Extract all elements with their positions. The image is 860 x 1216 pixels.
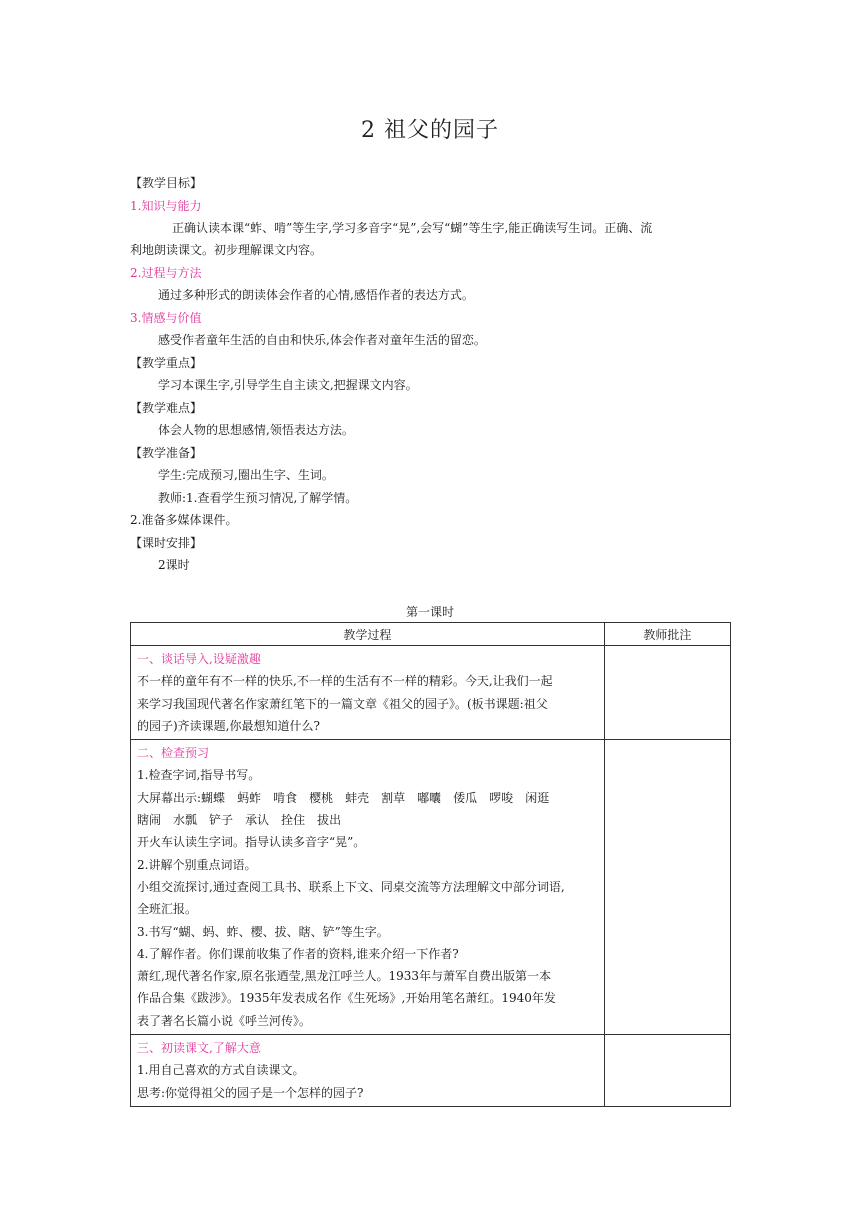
part2-heading: 二、检查预习 [137,746,210,761]
words-row-2 [137,809,598,831]
difficulty-heading: 【教学难点】 [130,401,203,415]
word: 嘟囔 [417,790,442,805]
part2-line: 全班汇报。 [137,902,198,917]
notes-cell-1 [604,646,730,740]
goals-heading: 【教学目标】 [130,176,203,190]
notes-cell-2 [604,740,730,1035]
part3-heading: 三、初读课文,了解大意 [137,1041,261,1056]
lesson-table [130,622,731,1107]
word: 拴住 [281,813,306,828]
part1-heading: 一、谈话导入,设疑激趣 [137,652,261,666]
word: 承认 [245,813,270,828]
goal2-text: 通过多种形式的朗读体会作者的心情,感悟作者的表达方式。 [158,288,474,302]
schedule-text: 2课时 [158,558,190,572]
word: 闲逛 [525,790,550,805]
word: 拔出 [317,813,342,828]
word: 蚌壳 [345,790,370,805]
part3-line: 1.用自己喜欢的方式自读课文。 [137,1063,305,1078]
process-cell-3 [131,1035,605,1107]
goal1-text-line1: 正确认读本课“蚱、啃”等生字,学习多音字“晃”,会写“蝴”等生字,能正确读写生词。正确、流 [172,221,653,235]
header-notes: 教师批注 [604,623,730,646]
key-text: 学习本课生字,引导学生自主读文,把握课文内容。 [158,378,418,392]
part2-line: 萧红,现代著名作家,原名张迺莹,黑龙江呼兰人。1933年与萧军自费出版第一本 [137,969,551,984]
table-header-row [131,623,731,646]
prep-heading: 【教学准备】 [130,446,203,460]
goal1-heading: 1.知识与能力 [130,199,202,213]
word: 啃食 [273,790,298,805]
table-caption: 第一课时 [405,605,454,619]
word: 啰唆 [489,790,514,805]
words-row-1 [137,787,598,809]
word: 樱桃 [309,790,334,805]
word: 铲子 [209,813,234,828]
part2-line: 1.检查字词,指导书写。 [137,768,261,783]
part2-line: 作品合集《跋涉》。1935年发表成名作《生死场》,开始用笔名萧红。1940年发 [137,991,556,1006]
word: 蚂蚱 [237,790,262,805]
difficulty-text: 体会人物的思想感情,领悟表达方法。 [158,423,354,437]
process-cell-2 [131,740,605,1035]
part2-line: 2.讲解个别重点词语。 [137,857,257,872]
word: 割草 [381,790,406,805]
goal2-heading: 2.过程与方法 [130,266,202,280]
table-row [131,740,731,1035]
schedule-heading: 【课时安排】 [130,536,203,550]
prep-media: 2.准备多媒体课件。 [130,513,238,527]
notes-cell-3 [604,1035,730,1107]
page-title: 2 祖父的园子 [361,118,499,143]
table-row [131,646,731,740]
part2-line: 4.了解作者。你们课前收集了作者的资料,谁来介绍一下作者? [137,946,459,961]
prep-student: 学生:完成预习,圈出生字、生词。 [158,468,334,482]
process-cell-1 [131,646,605,740]
goal1-text-line2: 利地朗读课文。初步理解课文内容。 [130,243,323,257]
part2-line: 开火车认读生字词。指导认读多音字“晃”。 [137,835,366,850]
part2-line: 3.书写“蝴、蚂、蚱、樱、拔、瞎、铲”等生字。 [137,924,389,939]
part1-line: 来学习我国现代著名作家萧红笔下的一篇文章《祖父的园子》。(板书课题:祖父 [137,696,548,711]
table-row [131,1035,731,1107]
header-process: 教学过程 [131,623,605,646]
part2-line: 表了著名长篇小说《呼兰河传》。 [137,1013,312,1028]
words-prefix: 大屏幕出示: [137,790,202,805]
part2-line: 小组交流探讨,通过查阅工具书、联系上下文、同桌交流等方法理解文中部分词语, [137,879,565,894]
part3-line: 思考:你觉得祖父的园子是一个怎样的园子? [137,1085,364,1100]
word: 倭瓜 [453,790,478,805]
part1-line: 的园子)齐读课题,你最想知道什么? [137,718,320,733]
word: 水瓢 [173,813,198,828]
part1-line: 不一样的童年有不一样的快乐,不一样的生活有不一样的精彩。今天,让我们一起 [137,674,553,689]
word: 瞎闹 [137,813,162,828]
prep-teacher: 教师:1.查看学生预习情况,了解学情。 [158,491,358,505]
word: 蝴蝶 [201,790,226,805]
goal3-text: 感受作者童年生活的自由和快乐,体会作者对童年生活的留恋。 [158,333,486,347]
goal3-heading: 3.情感与价值 [130,311,202,325]
key-heading: 【教学重点】 [130,356,203,370]
